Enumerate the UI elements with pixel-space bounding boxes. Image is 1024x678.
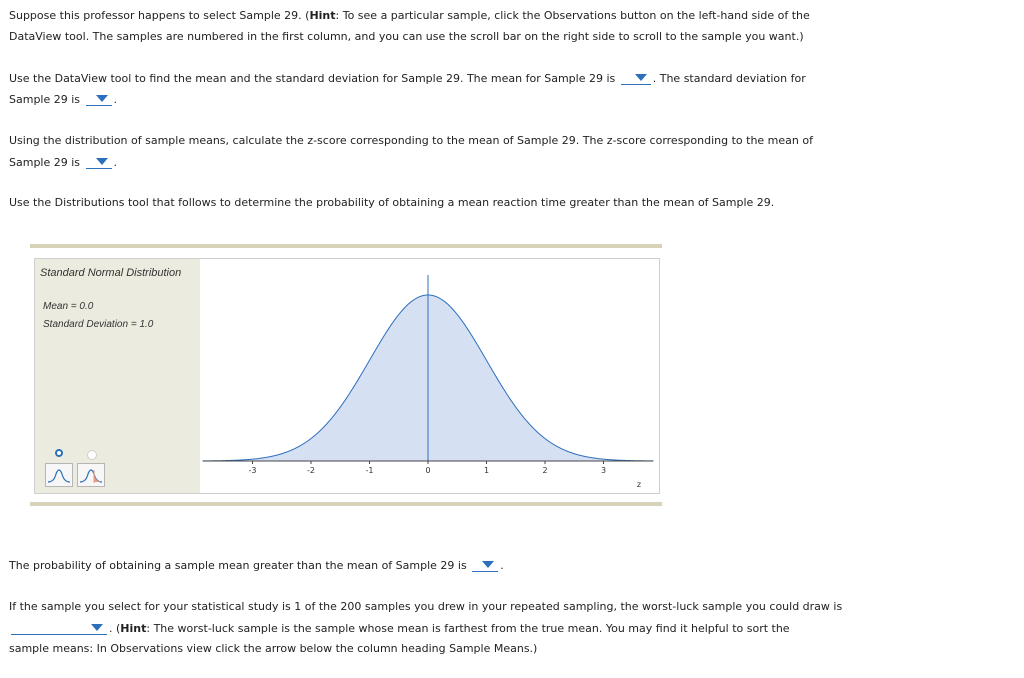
distribution-side-panel	[35, 259, 200, 493]
x-tick-label: 1	[483, 466, 490, 475]
chevron-down-icon	[482, 561, 494, 568]
p5-period: .	[500, 559, 504, 572]
x-tick-label: 3	[600, 466, 607, 475]
chevron-down-icon	[96, 95, 108, 102]
x-tick-label: 0	[425, 466, 431, 475]
p3-text-a: Using the distribution of sample means, calculate the z-score corresponding to the mean of Sample 29. The z-score corresponding to the mean of	[9, 134, 813, 147]
mean-label: Mean = 0.0	[43, 301, 94, 312]
p5-line1	[9, 558, 504, 573]
distribution-title: Standard Normal Distribution	[40, 267, 182, 279]
chevron-down-icon	[635, 74, 647, 81]
probability-dropdown[interactable]	[472, 558, 498, 572]
sd-dropdown[interactable]	[86, 92, 112, 106]
radio-one-tail[interactable]	[55, 449, 63, 457]
p6-line3	[9, 642, 537, 656]
p2-period: .	[113, 93, 118, 106]
zscore-dropdown[interactable]	[86, 155, 112, 169]
p6-text-c: : The worst-luck sample is the sample whose mean is farthest from the true mean. You may find it helpful to sort the	[146, 622, 790, 635]
p6-line2	[9, 621, 790, 636]
tool-bottom-border	[30, 502, 662, 506]
p1-hint-label: Hint	[309, 9, 336, 22]
chevron-down-icon	[96, 158, 108, 165]
p6-text-d: sample means: In Observations view click the arrow below the column heading Sample Means.)	[9, 642, 538, 655]
p3-text-b: Sample 29 is	[9, 156, 81, 169]
p4-line1	[9, 196, 774, 210]
distributions-tool	[34, 258, 660, 494]
x-tick-label: -2	[307, 466, 315, 475]
p3-line1	[9, 134, 813, 148]
p1-line1	[9, 9, 810, 23]
p3-line2	[9, 155, 117, 170]
p4-text-a: Use the Distributions tool that follows to determine the probability of obtaining a mean reaction time greater than the mean of Sample 29.	[9, 196, 775, 209]
p2-line2	[9, 92, 117, 107]
p6-text-b: . (	[109, 622, 121, 635]
p1-text-c: DataView tool. The samples are numbered in the first column, and you can use the scroll bar on the right side to scroll to the sample you want.)	[9, 30, 804, 43]
p2-text-b: . The standard deviation for	[652, 72, 806, 85]
two-tail-curve-icon[interactable]	[77, 463, 105, 487]
sd-label: Standard Deviation = 1.0	[43, 319, 154, 330]
mean-dropdown[interactable]	[621, 71, 651, 85]
worst-luck-dropdown[interactable]	[11, 621, 107, 635]
radio-two-tail[interactable]	[87, 450, 97, 460]
x-tick-label: -1	[365, 466, 374, 475]
p5-text-a: The probability of obtaining a sample mean greater than the mean of Sample 29 is	[9, 559, 467, 572]
x-ticks	[249, 461, 607, 475]
p6-line1	[9, 600, 842, 614]
p2-line1	[9, 71, 806, 86]
chevron-down-icon	[91, 624, 103, 631]
p1-text-a: Suppose this professor happens to select Sample 29. (	[9, 9, 310, 22]
p1-text-b: : To see a particular sample, click the Observations button on the left-hand side of the	[335, 9, 810, 22]
z-axis-label: z	[636, 480, 642, 489]
normal-distribution-plot[interactable]	[200, 259, 658, 493]
tool-top-border	[30, 244, 662, 248]
p6-hint-label: Hint	[120, 622, 147, 635]
one-tail-curve-icon[interactable]	[45, 463, 73, 487]
p1-line2	[9, 30, 804, 44]
p3-period: .	[113, 156, 118, 169]
x-tick-label: -3	[248, 466, 257, 475]
p2-text-a: Use the DataView tool to find the mean and the standard deviation for Sample 29. The mean for Sample 29 is	[9, 72, 616, 85]
p6-text-a: If the sample you select for your statistical study is 1 of the 200 samples you drew in your repeated sampling, the worst-luck sample you could draw is	[9, 600, 843, 613]
p2-text-c: Sample 29 is	[9, 93, 81, 106]
x-tick-label: 2	[542, 466, 548, 475]
